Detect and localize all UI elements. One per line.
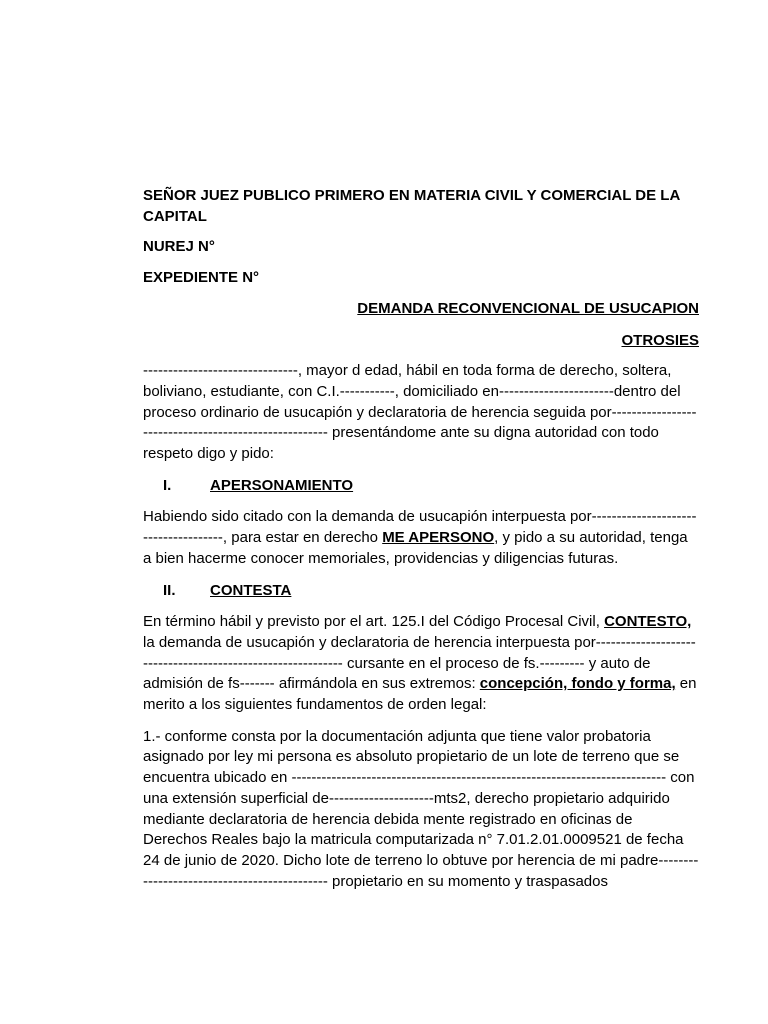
otrosies-label: OTROSIES xyxy=(621,331,699,349)
paragraph-text: En término hábil y previsto por el art. 125.I del Código Procesal Civil, xyxy=(143,613,605,631)
section-heading-contesta xyxy=(143,581,699,602)
paragraph-text: , y pido a su autoridad, tenga a bien hacerme conocer memoriales, providencias y diligencias futuras. xyxy=(143,529,688,567)
section-title: CONTESTA xyxy=(210,581,292,599)
court-heading: SEÑOR JUEZ PUBLICO PRIMERO EN MATERIA CIVIL Y COMERCIAL DE LA CAPITAL xyxy=(143,187,680,225)
paragraph-text: Habiendo sido citado con la demanda de usucapión interpuesta por-------------------------------------, para estar en derecho xyxy=(143,508,697,547)
emphasis-text: concepción, fondo y forma, xyxy=(479,675,676,693)
section-heading-apersonamiento xyxy=(143,476,699,497)
expediente-label: EXPEDIENTE N° xyxy=(143,269,260,287)
paragraph-text: en merito a los siguientes fundamentos de orden legal: xyxy=(143,675,697,714)
section-numeral: II. xyxy=(163,581,176,599)
section-title: APERSONAMIENTO xyxy=(210,476,354,494)
intro-paragraph: -------------------------------, mayor d edad, hábil en toda forma de derecho, soltera, boliviano, estudiante, con C.I.-----------, domiciliado en-----------------------dentro del proceso ordinario de usucapión y declaratoria de herencia seguida por------------------------------------------------------ presentándome ante su digna autoridad con todo respeto digo y pido: xyxy=(143,362,697,463)
apersonamiento-paragraph xyxy=(143,507,699,569)
emphasis-text: CONTESTO, xyxy=(604,613,692,631)
section-numeral: I. xyxy=(163,476,172,494)
nurej-label: NUREJ N° xyxy=(143,238,215,256)
point-1-paragraph: 1.- conforme consta por la documentación adjunta que tiene valor probatoria asignado por ley mi persona es absoluto propietario de un lote de terreno que se encuentra ubicado en --------------------------------------------------------------------------- con una extensión superficial de---------------------mts2, derecho propietario adquirido mediante declaratoria de herencia debida mente registrado en oficinas de Derechos Reales bajo la matricula computarizada n° 7.01.2.01.0009521 de fecha 24 de junio de 2020. Dicho lote de terreno lo obtuve por herencia de mi padre--------------------------------------------- propietario en su momento y traspasados xyxy=(143,727,699,890)
emphasis-text: ME APERSONO xyxy=(382,529,495,547)
document-page xyxy=(143,186,699,903)
paragraph-text: la demanda de usucapión y declaratoria de herencia interpuesta por------------------------------------------------------------ cursante en el proceso de fs.--------- y auto de admisión de fs------- afirmándola en sus extremos: xyxy=(143,633,696,693)
document-title: DEMANDA RECONVENCIONAL DE USUCAPION xyxy=(357,299,699,317)
contesta-paragraph xyxy=(143,612,699,716)
